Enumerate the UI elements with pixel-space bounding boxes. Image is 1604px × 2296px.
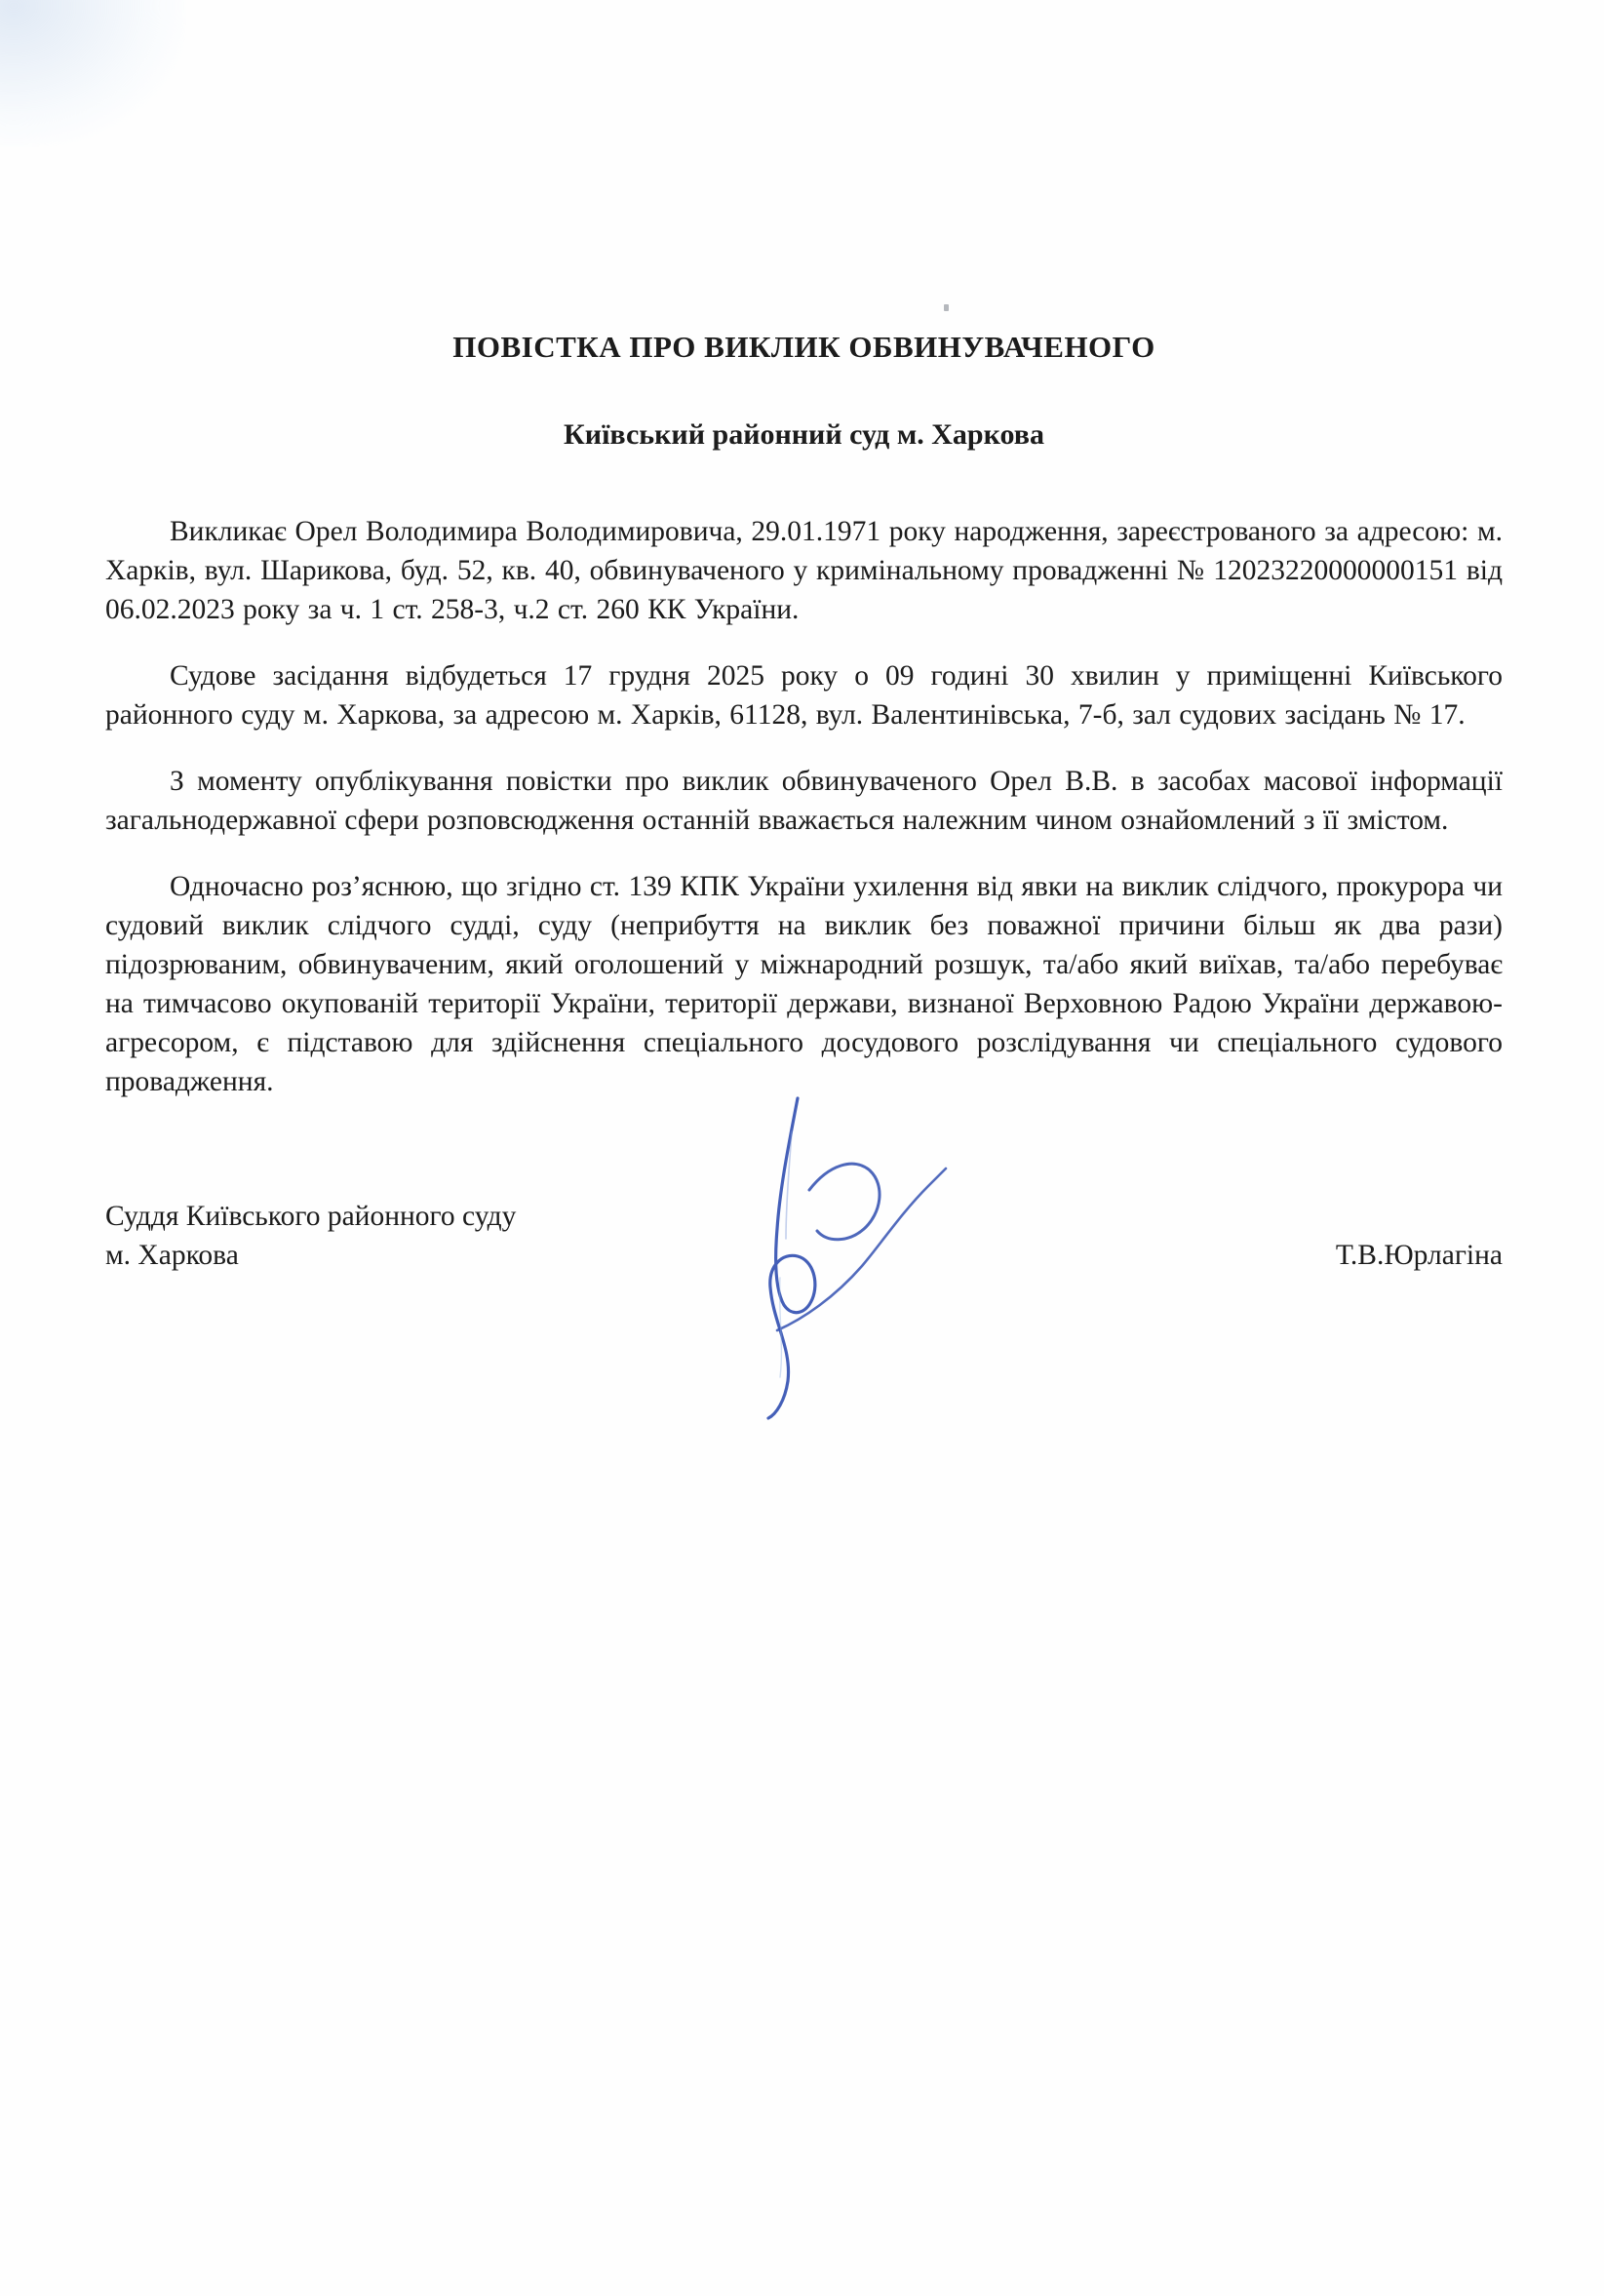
judge-role-line1: Суддя Київського районного суду	[105, 1201, 517, 1232]
judge-role-line2: м. Харкова	[105, 1240, 239, 1271]
document-body	[105, 512, 1503, 1101]
judge-name: Т.В.Юрлагіна	[1335, 1240, 1503, 1271]
paragraph-publication-notice: З моменту опублікування повістки про виклик обвинуваченого Орел В.В. в засобах масової інформації загальнодержавної сфери розповсюдження останній вважається належним чином ознайомлений з її змістом.	[105, 766, 1503, 836]
document-content	[105, 330, 1503, 1275]
paragraph-legal-consequences: Одночасно роз’яснюю, що згідно ст. 139 КПК України ухилення від явки на виклик слідчого, прокурора чи судовий виклик слідчого судді, суду (неприбуття на виклик без поважної причини більш як два рази) підозрюваним, обвинуваченим, який оголошений у міжнародний розшук, та/або який виїхав, та/або перебуває на тимчасово окупованій території України, території держави, визнаної Верховною Радою України державою-агресором, є підставою для здійснення спеціального досудового розслідування чи спеціального судового провадження.	[105, 871, 1503, 1097]
scan-artifact-corner	[0, 0, 185, 146]
paragraph-hearing-details: Судове засідання відбудеться 17 грудня 2025 року о 09 годині 30 хвилин у приміщенні Київського районного суду м. Харкова, за адресою м. Харків, 61128, вул. Валентинівська, 7-б, зал судових засідань № 17.	[105, 660, 1503, 731]
judge-role	[105, 1197, 516, 1275]
paragraph-summons: Викликає Орел Володимира Володимировича, 29.01.1971 року народження, зареєстрованого за адресою: м. Харків, вул. Шарикова, буд. 52, кв. 40, обвинуваченого у кримінальному провадженні № 12023220000000151 від 06.02.2023 року за ч. 1 ст. 258-3, ч.2 ст. 260 КК України.	[105, 516, 1503, 625]
document-title: ПОВІСТКА ПРО ВИКЛИК ОБВИНУВАЧЕНОГО	[452, 330, 1155, 364]
scan-artifact-speck	[944, 304, 949, 311]
court-name: Київський районний суд м. Харкова	[564, 418, 1044, 451]
signature-block	[105, 1197, 1503, 1275]
